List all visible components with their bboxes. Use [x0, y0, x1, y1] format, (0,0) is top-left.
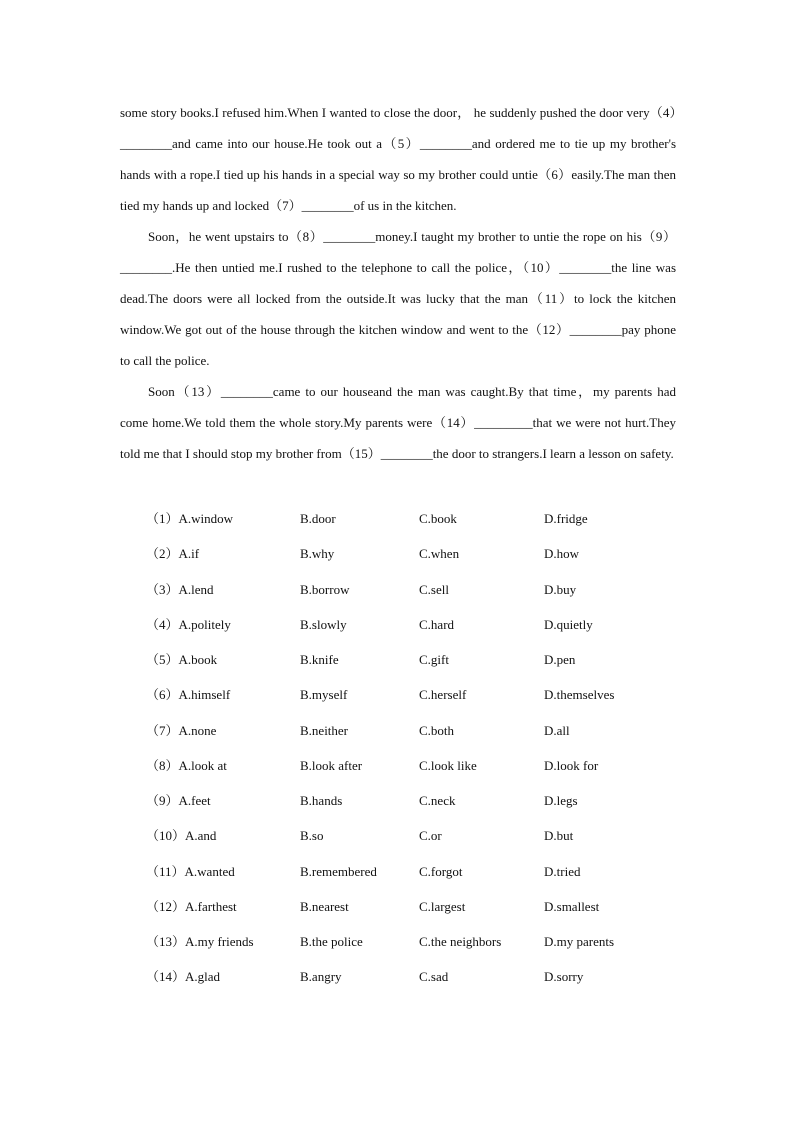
option-b: B.hands: [300, 793, 343, 808]
option-a: [146, 538, 199, 570]
option-a-text: A.window: [178, 511, 234, 526]
question-number: （10）: [146, 828, 186, 844]
question-row: [146, 574, 676, 609]
question-number: （3）: [146, 581, 179, 597]
question-number: （11）: [146, 863, 185, 879]
option-b: B.myself: [300, 687, 348, 703]
option-a-text: A.look at: [178, 757, 227, 773]
question-number: （4）: [146, 616, 179, 632]
question-number: （12）: [146, 898, 186, 914]
option-b: B.slowly: [300, 616, 347, 632]
option-b: B.borrow: [300, 581, 350, 597]
option-a-text: A.glad: [185, 969, 221, 985]
question-row: [146, 644, 676, 679]
question-row: [146, 538, 676, 573]
option-a-text: A.if: [178, 546, 200, 562]
option-d: D.legs: [544, 793, 578, 808]
option-a-text: A.himself: [178, 687, 231, 703]
option-c: C.book: [419, 511, 457, 526]
option-a: [146, 503, 233, 535]
question-row: [146, 715, 676, 750]
option-b: B.look after: [300, 757, 363, 773]
option-d: D.my parents: [544, 934, 615, 949]
option-d: D.themselves: [544, 687, 615, 703]
option-c: C.herself: [419, 687, 467, 703]
option-a: [146, 785, 211, 817]
option-d: D.smallest: [544, 898, 600, 914]
option-c: C.look like: [419, 757, 477, 773]
option-c: C.forgot: [419, 863, 463, 879]
option-a-text: A.my friends: [185, 934, 254, 949]
reading-passage: [120, 97, 676, 469]
option-a: [146, 820, 216, 852]
option-a: [146, 961, 220, 993]
option-c: C.gift: [419, 652, 449, 667]
question-row: [146, 609, 676, 644]
question-row: [146, 785, 676, 820]
option-b: B.so: [300, 828, 324, 844]
option-b: B.nearest: [300, 898, 349, 914]
question-row: [146, 820, 676, 855]
option-a: [146, 856, 235, 888]
option-b: B.why: [300, 546, 335, 562]
question-number: （1）: [146, 511, 179, 526]
option-b: B.knife: [300, 652, 339, 667]
option-a: [146, 574, 214, 606]
question-number: （9）: [146, 793, 179, 808]
question-row: [146, 750, 676, 785]
option-c: C.both: [419, 722, 455, 738]
option-c: C.sad: [419, 969, 449, 985]
option-b: B.remembered: [300, 863, 377, 879]
option-c: C.sell: [419, 581, 449, 597]
option-a: [146, 891, 237, 923]
question-row: [146, 961, 676, 996]
option-a-text: A.book: [178, 652, 218, 667]
answer-options-list: [146, 503, 676, 997]
question-row: [146, 503, 676, 538]
question-row: [146, 926, 676, 961]
option-a-text: A.wanted: [184, 863, 235, 879]
option-a: [146, 644, 217, 676]
option-d: D.look for: [544, 757, 599, 773]
option-a-text: A.politely: [178, 616, 231, 632]
option-b: B.neither: [300, 722, 349, 738]
question-number: （6）: [146, 687, 179, 703]
question-number: （8）: [146, 757, 179, 773]
option-a: [146, 750, 227, 782]
option-c: C.or: [419, 828, 442, 844]
question-row: [146, 856, 676, 891]
option-c: C.neck: [419, 793, 456, 808]
option-a-text: A.farthest: [185, 898, 237, 914]
option-b: B.door: [300, 511, 336, 526]
option-d: D.fridge: [544, 511, 588, 526]
option-d: D.tried: [544, 863, 581, 879]
option-a-text: A.none: [178, 722, 217, 738]
option-a: [146, 609, 231, 641]
option-d: D.pen: [544, 652, 576, 667]
option-c: C.when: [419, 546, 460, 562]
question-row: [146, 891, 676, 926]
option-c: C.the neighbors: [419, 934, 502, 949]
option-a-text: A.and: [185, 828, 217, 844]
option-a: [146, 679, 230, 711]
option-a: [146, 715, 216, 747]
option-d: D.all: [544, 722, 570, 738]
option-d: D.quietly: [544, 616, 593, 632]
option-d: D.buy: [544, 581, 577, 597]
option-d: D.how: [544, 546, 580, 562]
option-a: [146, 926, 254, 958]
question-number: （5）: [146, 652, 179, 667]
option-b: B.the police: [300, 934, 363, 949]
option-d: D.but: [544, 828, 574, 844]
option-c: C.hard: [419, 616, 455, 632]
option-a-text: A.lend: [178, 581, 214, 597]
question-number: （7）: [146, 722, 179, 738]
passage-paragraph: Soon，he went upstairs to（8）________money.I taught my brother to untie the rope on his（9）________.He then untied me.I rushed to the telephone to call the police，（10）________the line was dead.The doors were all locked from the outside.It was lucky that the man（11）to lock the kitchen window.We got out of the house through the kitchen window and went to the（12）________pay phone to call the police.: [120, 229, 676, 368]
question-number: （2）: [146, 546, 179, 562]
passage-paragraph: some story books.I refused him.When I wanted to close the door， he suddenly pushed the door very（4）________and came into our house.He took out a（5）________and ordered me to tie up my brother's hands with a rope.I tied up his hands in a special way so my brother could untie（6）easily.The man then tied my hands up and locked（7）________of us in the kitchen.: [120, 105, 676, 213]
question-number: （14）: [146, 969, 186, 985]
question-number: （13）: [146, 934, 186, 949]
option-c: C.largest: [419, 898, 466, 914]
option-d: D.sorry: [544, 969, 584, 985]
question-row: [146, 679, 676, 714]
passage-paragraph: Soon（13）________came to our houseand the man was caught.By that time，my parents had come home.We told them the whole story.My parents were（14）_________that we were not hurt.They told me that I should stop my brother from（15）________the door to strangers.I learn a lesson on safety.: [120, 384, 676, 461]
option-a-text: A.feet: [178, 793, 211, 808]
option-b: B.angry: [300, 969, 342, 985]
